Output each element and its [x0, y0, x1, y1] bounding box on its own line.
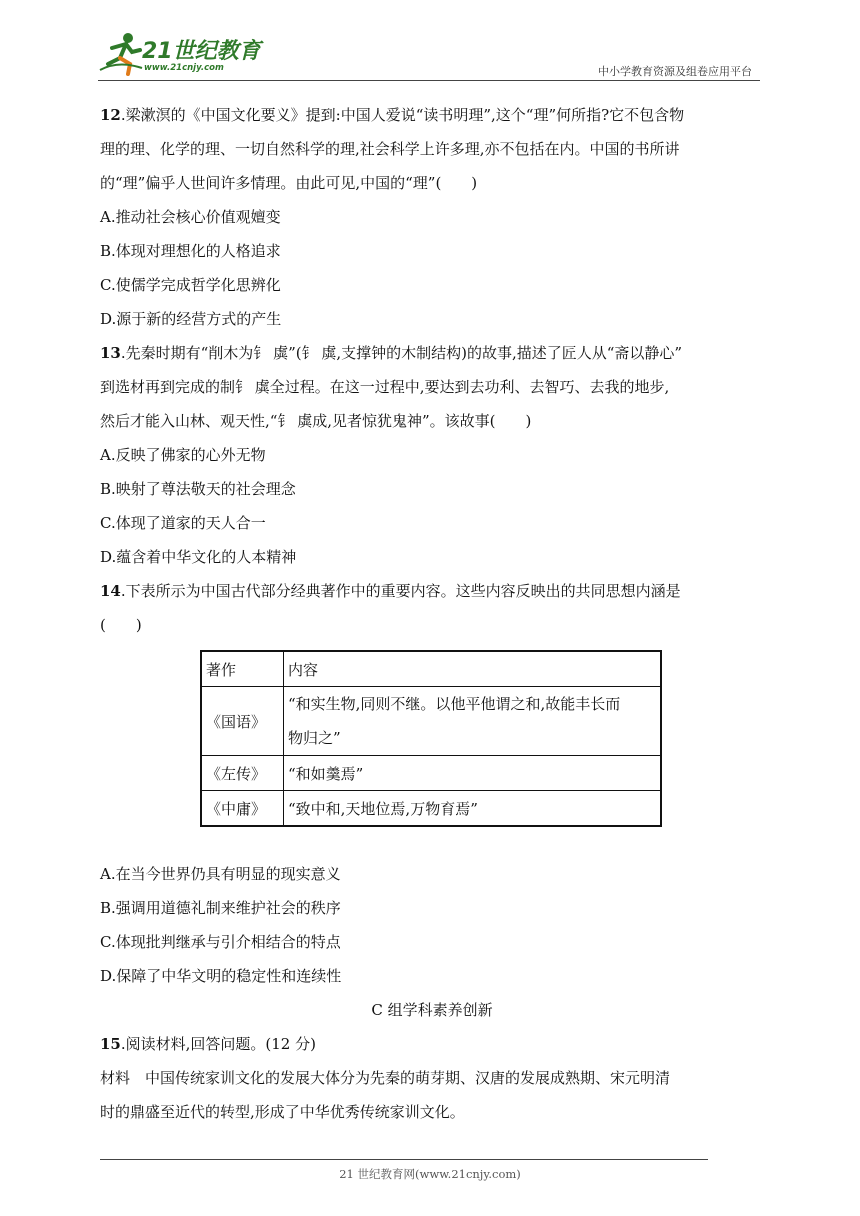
option-c[interactable]: C.使儒学完成哲学化思辨化 [100, 276, 281, 294]
material-text: 材料 中国传统家训文化的发展大体分为先秦的萌芽期、汉唐的发展成熟期、宋元明清 [100, 1069, 671, 1087]
question-14-line [100, 574, 764, 608]
table-row [201, 791, 661, 827]
option-a[interactable]: A.在当今世界仍具有明显的现实意义 [100, 865, 341, 883]
option-d[interactable]: D.蕴含着中华文化的人本精神 [100, 548, 297, 566]
question-13-line [100, 336, 764, 370]
table-cell-work: 《国语》 [201, 687, 284, 756]
question-text: 然后才能入山林、观天性,“钅 虡成,见者惊犹鬼神”。该故事( ) [100, 412, 532, 430]
question-text: ( ) [100, 616, 142, 634]
question-15-line [100, 1027, 764, 1061]
material-text: 时的鼎盛至近代的转型,形成了中华优秀传统家训文化。 [100, 1103, 465, 1121]
header-divider [98, 80, 760, 81]
platform-name: 中小学教育资源及组卷应用平台 [598, 65, 752, 78]
site-logo[interactable] [98, 30, 268, 80]
table-cell-content: “和如羹焉” [284, 756, 662, 791]
table-header-row [201, 651, 661, 687]
question-number: 14 [100, 582, 121, 600]
runner-logo-icon [98, 30, 144, 76]
table-header-cell: 内容 [284, 651, 662, 687]
table-row [201, 687, 661, 756]
logo-url: www.21cnjy.com [144, 63, 224, 73]
page-header [0, 0, 860, 90]
option-d[interactable]: D.保障了中华文明的稳定性和连续性 [100, 967, 342, 985]
table-cell-work: 《中庸》 [201, 791, 284, 827]
option-b[interactable]: B.映射了尊法敬天的社会理念 [100, 480, 296, 498]
question-number: 12 [100, 106, 121, 124]
section-title: C 组学科素养创新 [371, 1001, 493, 1019]
page-footer[interactable]: 21 世纪教育网(www.21cnjy.com) [339, 1167, 521, 1181]
table-cell-text: “和实生物,同则不继。以他平他谓之和,故能丰长而 [288, 695, 621, 713]
option-b[interactable]: B.强调用道德礼制来维护社会的秩序 [100, 899, 341, 917]
table-header-cell: 著作 [201, 651, 284, 687]
option-c[interactable]: C.体现批判继承与引介相结合的特点 [100, 933, 341, 951]
question-text: .梁漱溟的《中国文化要义》提到:中国人爱说“读书明理”,这个“理”何所指?它不包含物 [120, 106, 685, 124]
footer-divider [100, 1159, 708, 1160]
question-text: .先秦时期有“削木为钅 虡”(钅 虡,支撑钟的木制结构)的故事,描述了匠人从“斋以静心” [120, 344, 683, 362]
table-cell-work: 《左传》 [201, 756, 284, 791]
option-c[interactable]: C.体现了道家的天人合一 [100, 514, 266, 532]
table-cell-content: “致中和,天地位焉,万物育焉” [284, 791, 662, 827]
question-text: .阅读材料,回答问题。(12 分) [120, 1035, 316, 1053]
option-d[interactable]: D.源于新的经营方式的产生 [100, 310, 282, 328]
question-12-line [100, 98, 764, 132]
table-cell-text: 物归之” [288, 729, 341, 747]
option-a[interactable]: A.推动社会核心价值观嬗变 [100, 208, 281, 226]
question-text: 的“理”偏乎人世间许多情理。由此可见,中国的“理”( ) [100, 174, 478, 192]
table-cell-content [284, 687, 662, 756]
question-text: .下表所示为中国古代部分经典著作中的重要内容。这些内容反映出的共同思想内涵是 [120, 582, 681, 600]
question-number: 15 [100, 1035, 121, 1053]
table-row [201, 756, 661, 791]
logo-text: 21世纪教育 [142, 39, 261, 64]
question-text: 理的理、化学的理、一切自然科学的理,社会科学上许多理,亦不包括在内。中国的书所讲 [100, 140, 680, 158]
option-b[interactable]: B.体现对理想化的人格追求 [100, 242, 281, 260]
page-content [100, 98, 764, 1129]
question-number: 13 [100, 344, 121, 362]
classics-table [200, 650, 662, 827]
option-a[interactable]: A.反映了佛家的心外无物 [100, 446, 266, 464]
question-text: 到选材再到完成的制钅 虡全过程。在这一过程中,要达到去功利、去智巧、去我的地步, [100, 378, 670, 396]
